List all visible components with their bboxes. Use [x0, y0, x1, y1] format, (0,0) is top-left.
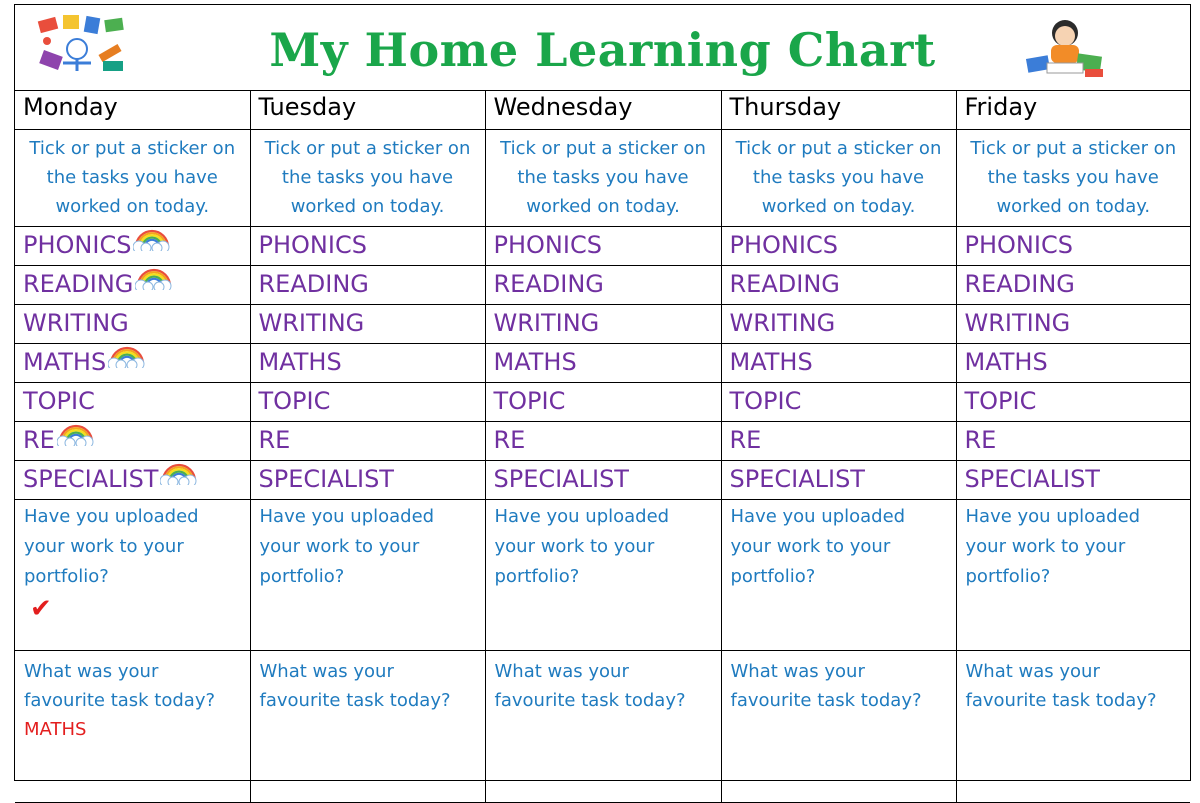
- task-cell: [721, 383, 956, 422]
- task-label: PHONICS: [729, 231, 838, 259]
- task-cell: [721, 227, 956, 266]
- favourite-question-text: What was your favourite task today?: [494, 661, 686, 711]
- upload-cell: [250, 500, 485, 651]
- task-label: RE: [729, 426, 762, 454]
- task-row-topic: [15, 383, 1190, 422]
- task-cell: [721, 344, 956, 383]
- task-label: RE: [23, 426, 55, 454]
- upload-question-row: [15, 500, 1190, 651]
- task-cell: [721, 266, 956, 305]
- task-cell: [250, 461, 485, 500]
- day-header-cell: [250, 91, 485, 130]
- instruction-text: Tick or put a sticker on the tasks you have worked on today.: [29, 138, 236, 217]
- task-cell: [250, 422, 485, 461]
- instruction-text: Tick or put a sticker on the tasks you have worked on today.: [264, 138, 471, 217]
- task-label: RE: [493, 426, 526, 454]
- instruction-row: [15, 130, 1190, 227]
- day-header-cell: [15, 91, 250, 130]
- task-row-re: [15, 422, 1190, 461]
- chart-title: My Home Learning Chart: [269, 23, 936, 77]
- task-label: PHONICS: [258, 231, 367, 259]
- task-cell: [956, 305, 1190, 344]
- schedule-table: [15, 91, 1190, 803]
- instruction-cell: [15, 130, 250, 227]
- instruction-text: Tick or put a sticker on the tasks you have worked on today.: [970, 138, 1177, 217]
- task-label: MATHS: [964, 348, 1048, 376]
- task-row-specialist: [15, 461, 1190, 500]
- favourite-cell: [956, 651, 1190, 803]
- title-bar: [15, 5, 1190, 91]
- task-label: READING: [964, 270, 1075, 298]
- task-label: TOPIC: [493, 387, 566, 415]
- task-cell: [956, 227, 1190, 266]
- task-cell: [15, 461, 250, 500]
- task-label: WRITING: [23, 309, 129, 337]
- task-label: READING: [493, 270, 604, 298]
- learning-chart: [14, 4, 1191, 781]
- task-cell: [956, 266, 1190, 305]
- task-label: SPECIALIST: [493, 465, 629, 493]
- task-label: SPECIALIST: [964, 465, 1100, 493]
- favourite-question-text: What was your favourite task today?: [24, 661, 216, 711]
- task-cell: [721, 422, 956, 461]
- upload-cell: [721, 500, 956, 651]
- task-label: PHONICS: [493, 231, 602, 259]
- check-mark-icon: ✔: [30, 594, 52, 624]
- upload-cell: [15, 500, 250, 651]
- task-label: WRITING: [729, 309, 836, 337]
- task-label: RE: [258, 426, 291, 454]
- instruction-text: Tick or put a sticker on the tasks you have worked on today.: [735, 138, 942, 217]
- task-cell: [250, 227, 485, 266]
- day-header-cell: [956, 91, 1190, 130]
- upload-question-text: Have you uploaded your work to your portfolio?: [730, 506, 906, 587]
- task-cell: [956, 461, 1190, 500]
- task-label: SPECIALIST: [258, 465, 394, 493]
- task-cell: [485, 227, 721, 266]
- task-label: SPECIALIST: [729, 465, 865, 493]
- task-label: SPECIALIST: [23, 465, 159, 493]
- task-label: TOPIC: [964, 387, 1037, 415]
- favourite-cell: [485, 651, 721, 803]
- day-header-row: [15, 91, 1190, 130]
- task-cell: [15, 383, 250, 422]
- task-label: TOPIC: [729, 387, 802, 415]
- favourite-answer: MATHS: [24, 719, 87, 740]
- task-cell: [250, 305, 485, 344]
- task-cell: [485, 305, 721, 344]
- task-label: WRITING: [493, 309, 600, 337]
- upload-question-text: Have you uploaded your work to your portfolio?: [965, 506, 1141, 587]
- favourite-question-text: What was your favourite task today?: [965, 661, 1157, 711]
- task-cell: [485, 422, 721, 461]
- task-label: WRITING: [258, 309, 365, 337]
- instruction-cell: [721, 130, 956, 227]
- task-cell: [250, 344, 485, 383]
- instruction-text: Tick or put a sticker on the tasks you have worked on today.: [500, 138, 706, 217]
- task-label: RE: [964, 426, 997, 454]
- rainbow-cloud-sticker-icon: [57, 424, 95, 446]
- favourite-question-text: What was your favourite task today?: [730, 661, 922, 711]
- task-cell: [956, 422, 1190, 461]
- task-cell: [250, 266, 485, 305]
- day-header-cell: [721, 91, 956, 130]
- favourite-cell: [721, 651, 956, 803]
- task-cell: [485, 266, 721, 305]
- task-cell: [250, 383, 485, 422]
- task-label: MATHS: [23, 348, 107, 376]
- task-cell: [956, 344, 1190, 383]
- task-label: MATHS: [493, 348, 577, 376]
- upload-cell: [956, 500, 1190, 651]
- task-cell: [721, 461, 956, 500]
- task-cell: [15, 422, 250, 461]
- task-row-reading: [15, 266, 1190, 305]
- day-header-cell: [485, 91, 721, 130]
- day-name-monday: Monday: [23, 93, 118, 121]
- task-label: READING: [258, 270, 369, 298]
- rainbow-cloud-sticker-icon: [160, 463, 198, 485]
- instruction-cell: [485, 130, 721, 227]
- task-label: MATHS: [729, 348, 813, 376]
- task-cell: [15, 227, 250, 266]
- task-row-writing: [15, 305, 1190, 344]
- upload-question-text: Have you uploaded your work to your portfolio?: [24, 506, 199, 587]
- task-label: READING: [729, 270, 840, 298]
- girl-reading-clipart-icon: [1021, 11, 1107, 81]
- day-name-tuesday: Tuesday: [258, 93, 357, 121]
- task-row-maths: [15, 344, 1190, 383]
- task-label: PHONICS: [23, 231, 132, 259]
- upload-cell: [485, 500, 721, 651]
- task-label: PHONICS: [964, 231, 1073, 259]
- task-cell: [485, 461, 721, 500]
- favourite-cell: [15, 651, 250, 803]
- rainbow-cloud-sticker-icon: [108, 346, 146, 368]
- task-label: TOPIC: [258, 387, 331, 415]
- upload-question-text: Have you uploaded your work to your portfolio?: [494, 506, 670, 587]
- task-label: TOPIC: [23, 387, 95, 415]
- favourite-question-row: [15, 651, 1190, 803]
- task-row-phonics: [15, 227, 1190, 266]
- day-name-thursday: Thursday: [729, 93, 842, 121]
- task-cell: [956, 383, 1190, 422]
- day-name-friday: Friday: [964, 93, 1038, 121]
- task-cell: [15, 344, 250, 383]
- task-cell: [485, 383, 721, 422]
- task-cell: [15, 305, 250, 344]
- rainbow-cloud-sticker-icon: [133, 229, 171, 251]
- task-label: MATHS: [258, 348, 342, 376]
- rainbow-cloud-sticker-icon: [135, 268, 173, 290]
- task-cell: [15, 266, 250, 305]
- instruction-cell: [956, 130, 1190, 227]
- task-cell: [485, 344, 721, 383]
- favourite-cell: [250, 651, 485, 803]
- upload-question-text: Have you uploaded your work to your portfolio?: [259, 506, 435, 587]
- task-label: WRITING: [964, 309, 1071, 337]
- favourite-question-text: What was your favourite task today?: [259, 661, 451, 711]
- instruction-cell: [250, 130, 485, 227]
- day-name-wednesday: Wednesday: [493, 93, 633, 121]
- task-label: READING: [23, 270, 134, 298]
- task-cell: [721, 305, 956, 344]
